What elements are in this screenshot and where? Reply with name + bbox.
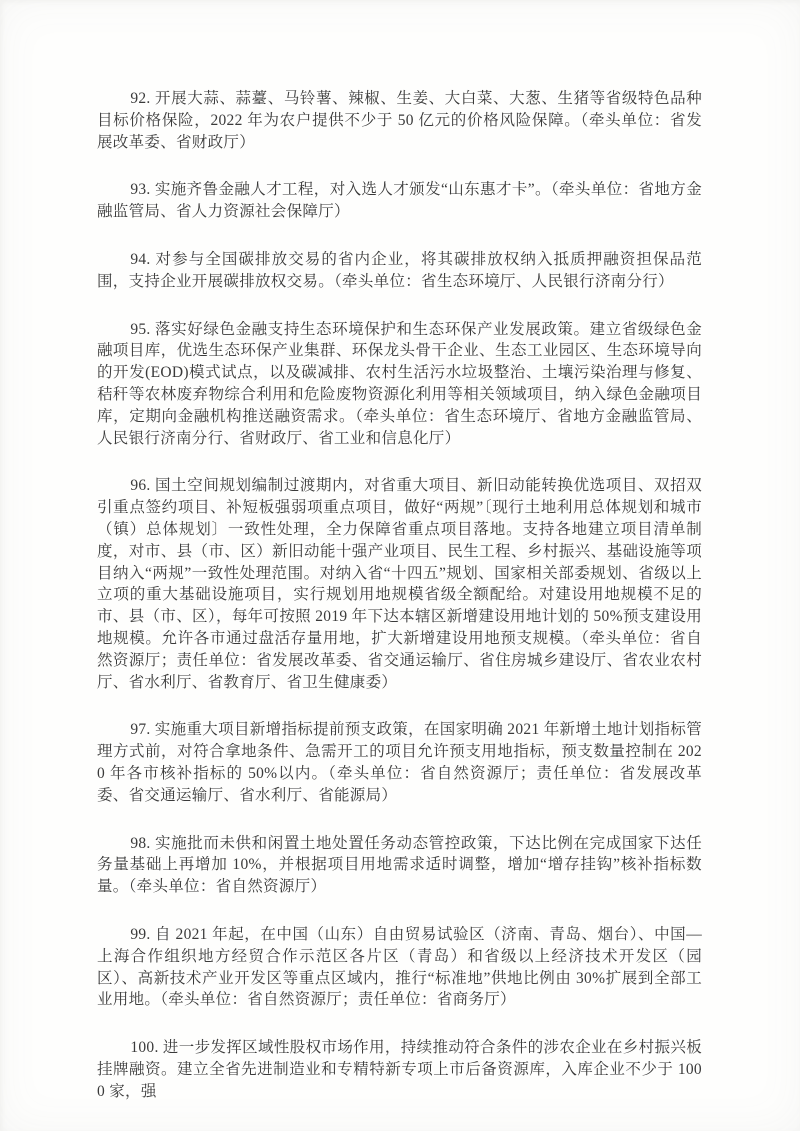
paragraph-98: 98. 实施批而未供和闲置土地处置任务动态管控政策，下达比例在完成国家下达任务量基础上再增加 10%，并根据项目用地需求适时调整，增加“增存挂钩”核补指标数量。（牵头单位：省自然资源厅） xyxy=(97,834,702,896)
paragraph-93: 93. 实施齐鲁金融人才工程，对入选人才颁发“山东惠才卡”。（牵头单位：省地方金融监管局、省人力资源社会保障厅） xyxy=(97,181,702,221)
paragraph-97: 97. 实施重大项目新增指标提前预支政策，在国家明确 2021 年新增土地计划指标管理方式前，对符合拿地条件、急需开工的项目允许预支用地指标，预支数量控制在 2020 年各市核补指标的 50%以内。（牵头单位：省自然资源厅；责任单位：省发展改革委、省交通运输厅、省水利厅、省能源局） xyxy=(97,721,702,804)
paragraph-100: 100. 进一步发挥区域性股权市场作用，持续推动符合条件的涉农企业在乡村振兴板挂牌融资。建立全省先进制造业和专精特新专项上市后备资源库，入库企业不少于 1000 家，强 xyxy=(97,1039,702,1100)
paragraph-96: 96. 国土空间规划编制过渡期内，对省重大项目、新旧动能转换优选项目、双招双引重点签约项目、补短板强弱项重点项目，做好“两规”〔现行土地利用总体规划和城市（镇）总体规划〕一致性处理，全力保障省重点项目落地。支持各地建立项目清单制度，对市、县（市、区）新旧动能十强产业项目、民生工程、乡村振兴、基础设施等项目纳入“两规”一致性处理范围。对纳入省“十四五”规划、国家相关部委规划、省级以上立项的重大基础设施项目，实行规划用地规模省级全额配给。对建设用地规模不足的市、县（市、区），每年可按照 2019 年下达本辖区新增建设用地计划的 50%预支建设用地规模。允许各市通过盘活存量用地，扩大新增建设用地预支规模。（牵头单位：省自然资源厅；责任单位：省发展改革委、省交通运输厅、省住房城乡建设厅、省农业农村厅、省水利厅、省教育厅、省卫生健康委） xyxy=(97,477,702,691)
paragraph-92: 92. 开展大蒜、蒜薹、马铃薯、辣椒、生姜、大白菜、大葱、生猪等省级特色品种目标价格保险，2022 年为农户提供不少于 50 亿元的价格风险保障。（牵头单位：省发展改革委、省财政厅） xyxy=(97,90,702,151)
paragraph-95: 95. 落实好绿色金融支持生态环境保护和生态环保产业发展政策。建立省级绿色金融项目库，优选生态环保产业集群、环保龙头骨干企业、生态工业园区、生态环境导向的开发(EOD)模式试点，以及碳减排、农村生活污水垃圾整治、土壤污染治理与修复、秸秆等农林废弃物综合利用和危险废物资源化利用等相关领域项目，纳入绿色金融项目库，定期向金融机构推送融资需求。（牵头单位：省生态环境厅、省地方金融监管局、人民银行济南分行、省财政厅、省工业和信息化厅） xyxy=(97,320,702,447)
paragraph-99: 99. 自 2021 年起，在中国（山东）自由贸易试验区（济南、青岛、烟台）、中国—上海合作组织地方经贸合作示范区各片区（青岛）和省级以上经济技术开发区（园区）、高新技术产业开发区等重点区域内，推行“标准地”供地比例由 30%扩展到全部工业用地。（牵头单位：省自然资源厅；责任单位：省商务厅） xyxy=(97,925,702,1009)
paragraph-94: 94. 对参与全国碳排放交易的省内企业，将其碳排放权纳入抵质押融资担保品范围，支持企业开展碳排放权交易。（牵头单位：省生态环境厅、人民银行济南分行） xyxy=(97,250,702,290)
